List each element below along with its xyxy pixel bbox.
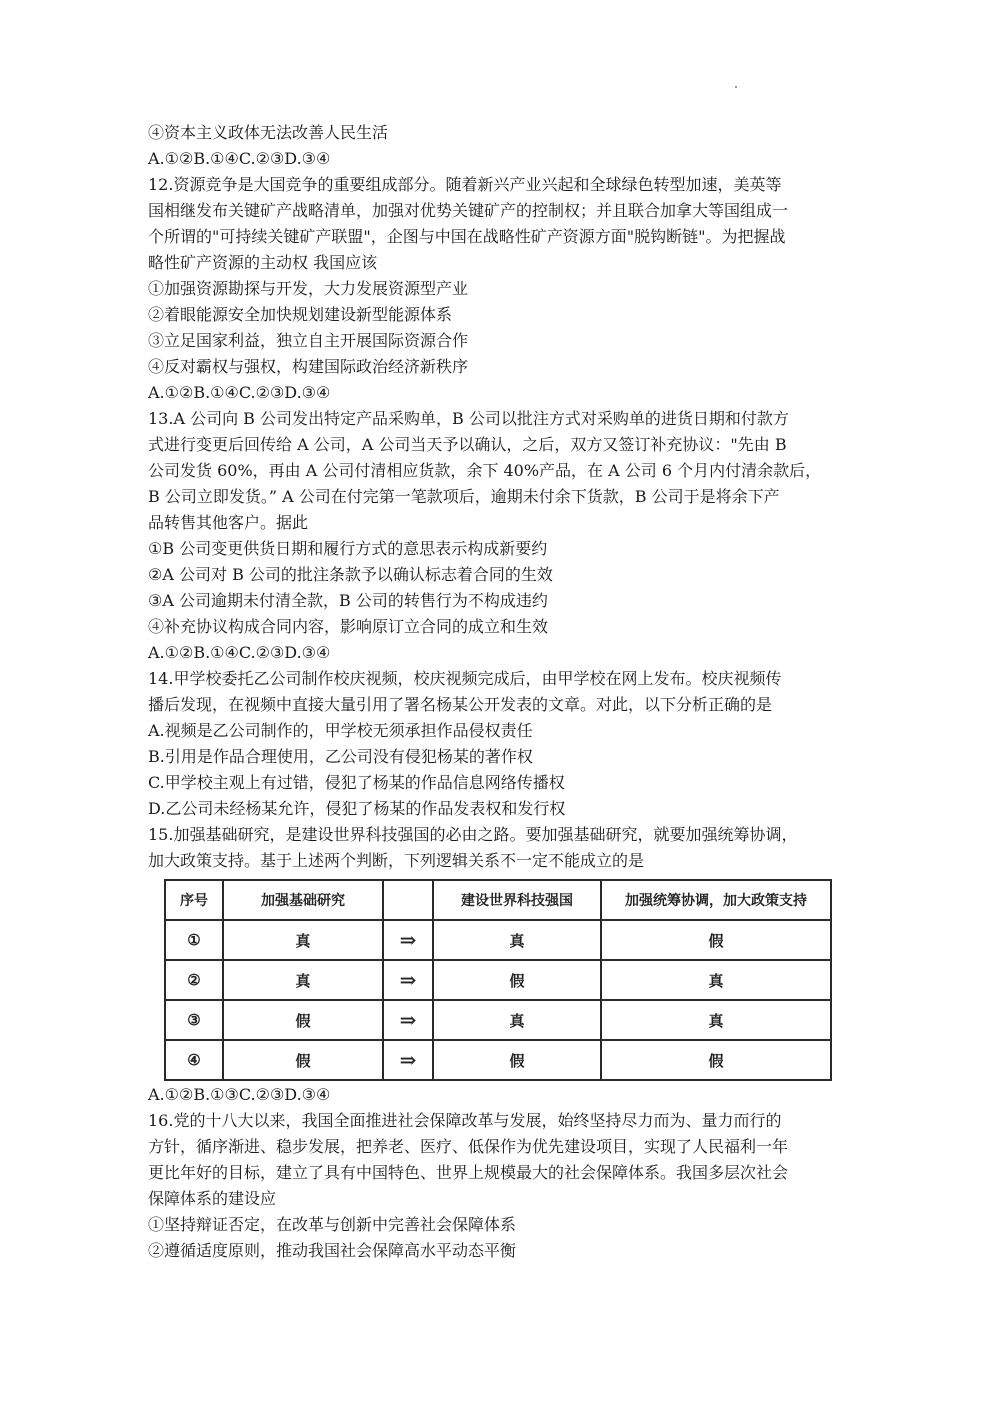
table-row xyxy=(165,920,831,960)
implies-arrow-icon: ⇒ xyxy=(383,960,433,1000)
option-line: ③立足国家利益，独立自主开展国际资源合作 xyxy=(148,331,469,350)
table-header: 建设世界科技强国 xyxy=(433,880,601,920)
answer-options: A.①②B.①④C.②③D.③④ xyxy=(148,149,331,168)
option-line: C.甲学校主观上有过错，侵犯了杨某的作品信息网络传播权 xyxy=(148,773,565,792)
table-cell: ③ xyxy=(165,1000,223,1040)
table-row xyxy=(165,960,831,1000)
table-cell: 假 xyxy=(223,1000,383,1040)
logic-table xyxy=(164,879,832,1081)
text-line: 更比年好的目标，建立了具有中国特色、世界上规模最大的社会保障体系。我国多层次社会 xyxy=(148,1163,789,1182)
option-line: ②A 公司对 B 公司的批注条款予以确认标志着合同的生效 xyxy=(148,565,553,584)
table-cell: ④ xyxy=(165,1040,223,1080)
table-cell: 真 xyxy=(223,920,383,960)
option-line: D.乙公司未经杨某允许，侵犯了杨某的作品发表权和发行权 xyxy=(148,799,566,818)
table-header xyxy=(383,880,433,920)
option-line: ②着眼能源安全加快规划建设新型能源体系 xyxy=(148,305,453,324)
option-line: ③A 公司逾期未付清全款，B 公司的转售行为不构成违约 xyxy=(148,591,548,610)
answer-options: A.①②B.①④C.②③D.③④ xyxy=(148,383,331,402)
text-line: 个所谓的"可持续关键矿产联盟"，企图与中国在战略性矿产资源方面"脱钩断链"。为把握战 xyxy=(148,227,786,246)
question-13-text: 13.A 公司向 B 公司发出特定产品采购单，B 公司以批注方式对采购单的进货日期和付款方 xyxy=(148,409,789,428)
question-15-text: 15.加强基础研究，是建设世界科技强国的必由之路。要加强基础研究，就要加强统筹协调， xyxy=(148,825,798,844)
implies-arrow-icon: ⇒ xyxy=(383,1040,433,1080)
option-line: ④反对霸权与强权，构建国际政治经济新秩序 xyxy=(148,357,469,376)
table-cell: 真 xyxy=(601,960,831,1000)
answer-options: A.①②B.①③C.②③D.③④ xyxy=(148,1085,331,1104)
option-line: ②遵循适度原则，推动我国社会保障高水平动态平衡 xyxy=(148,1241,517,1260)
question-14-text: 14.甲学校委托乙公司制作校庆视频，校庆视频完成后，由甲学校在网上发布。校庆视频传 xyxy=(148,669,782,688)
table-header: 序号 xyxy=(165,880,223,920)
text-line: 保障体系的建设应 xyxy=(148,1189,277,1208)
table-cell: 真 xyxy=(433,1000,601,1040)
text-line: 公司发货 60%，再由 A 公司付清相应货款，余下 40%产品，在 A 公司 6 个月内付清余款后， xyxy=(148,461,822,480)
option-line: ①坚持辩证否定，在改革与创新中完善社会保障体系 xyxy=(148,1215,517,1234)
answer-options: A.①②B.①④C.②③D.③④ xyxy=(148,643,331,662)
option-line: ①B 公司变更供货日期和履行方式的意思表示构成新要约 xyxy=(148,539,548,558)
question-12-text: 12.资源竞争是大国竞争的重要组成部分。随着新兴产业兴起和全球绿色转型加速，美英等 xyxy=(148,175,782,194)
table-cell: 真 xyxy=(223,960,383,1000)
table-cell: 假 xyxy=(601,1040,831,1080)
table-header: 加强统筹协调，加大政策支持 xyxy=(601,880,831,920)
table-cell: 假 xyxy=(223,1040,383,1080)
text-line: B 公司立即发货。” A 公司在付完第一笔款项后，逾期未付余下货款，B 公司于是将余下产 xyxy=(148,487,780,506)
table-cell: 假 xyxy=(601,920,831,960)
table-cell: ② xyxy=(165,960,223,1000)
table-row xyxy=(165,1000,831,1040)
implies-arrow-icon: ⇒ xyxy=(383,1000,433,1040)
scan-speck xyxy=(735,86,737,88)
text-line: 品转售其他客户。据此 xyxy=(148,513,309,532)
table-cell: 假 xyxy=(433,960,601,1000)
option-line: ④补充协议构成合同内容，影响原订立合同的成立和生效 xyxy=(148,617,549,636)
option-line: ①加强资源勘探与开发，大力发展资源型产业 xyxy=(148,279,469,298)
option-line: A.视频是乙公司制作的，甲学校无须承担作品侵权责任 xyxy=(148,721,533,740)
table-cell: 真 xyxy=(433,920,601,960)
text-line: 式进行变更后回传给 A 公司，A 公司当天予以确认，之后，双方又签订补充协议："先由 B xyxy=(148,435,787,454)
question-16-text: 16.党的十八大以来，我国全面推进社会保障改革与发展，始终坚持尽力而为、量力而行的 xyxy=(148,1111,782,1130)
text-line: ④资本主义政体无法改善人民生活 xyxy=(148,123,389,142)
table-header: 加强基础研究 xyxy=(223,880,383,920)
text-line: 播后发现，在视频中直接大量引用了署名杨某公开发表的文章。对此，以下分析正确的是 xyxy=(148,695,773,714)
text-line: 加大政策支持。基于上述两个判断，下列逻辑关系不一定不能成立的是 xyxy=(148,851,645,870)
table-header-row xyxy=(165,880,831,920)
table-cell: ① xyxy=(165,920,223,960)
table-cell: 真 xyxy=(601,1000,831,1040)
text-line: 国相继发布关键矿产战略清单，加强对优势关键矿产的控制权；并且联合加拿大等国组成一 xyxy=(148,201,789,220)
table-cell: 假 xyxy=(433,1040,601,1080)
implies-arrow-icon: ⇒ xyxy=(383,920,433,960)
option-line: B.引用是作品合理使用，乙公司没有侵犯杨某的著作权 xyxy=(148,747,533,766)
text-line: 方针，循序渐进、稳步发展，把养老、医疗、低保作为优先建设项目，实现了人民福利一年 xyxy=(148,1137,789,1156)
table-row xyxy=(165,1040,831,1080)
text-line: 略性矿产资源的主动权 我国应该 xyxy=(148,253,378,272)
